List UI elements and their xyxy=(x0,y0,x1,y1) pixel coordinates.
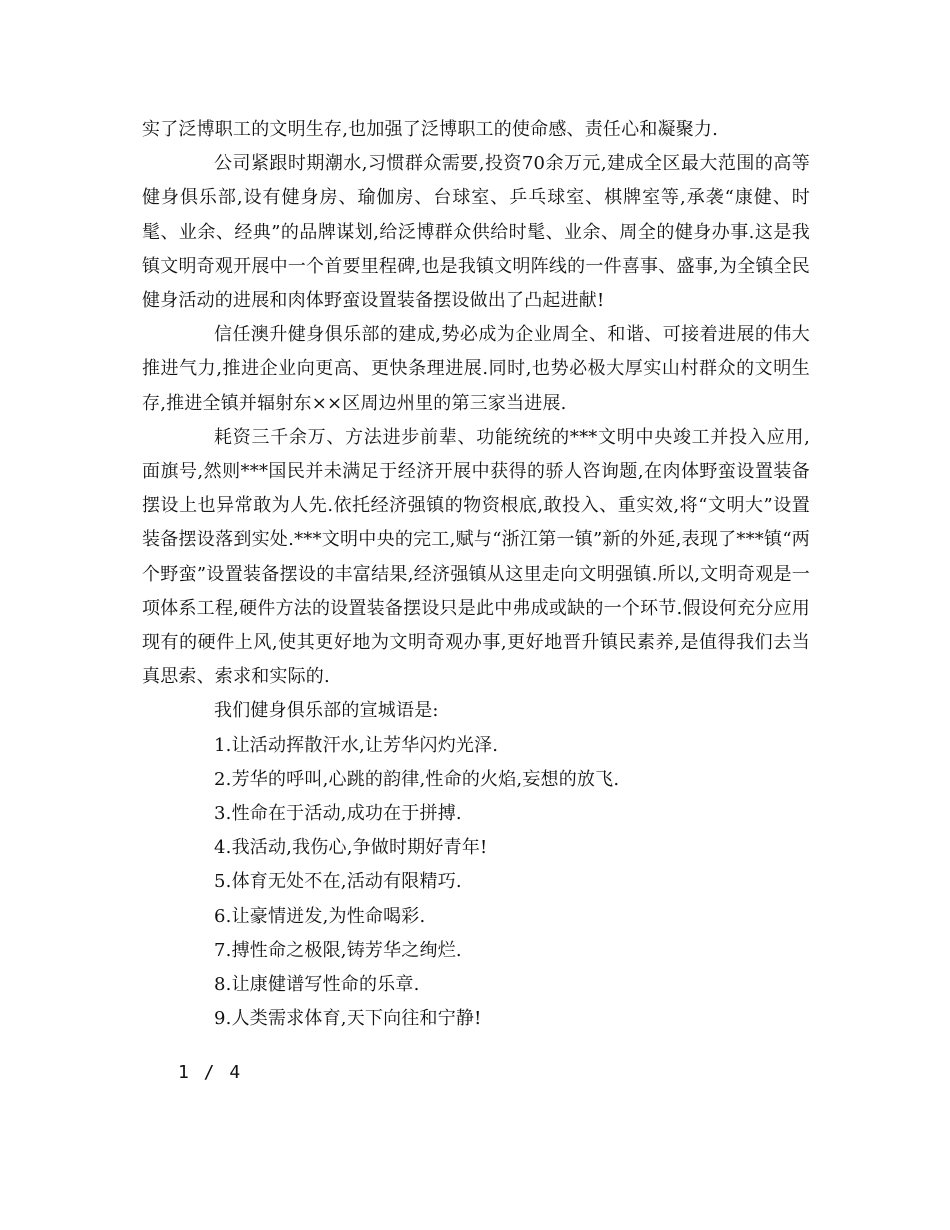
slogan-list xyxy=(142,729,810,1037)
slogan-intro: 我们健身俱乐部的宣城语是: xyxy=(214,700,439,722)
slogan-item: 3.性命在于活动,成功在于拼搏. xyxy=(214,803,462,825)
paragraph-continuation: 实了泛博职工的文明生存,也加强了泛博职工的使命感、责任心和凝聚力. xyxy=(142,119,719,140)
slogan-item: 7.搏性命之极限,铸芳华之绚烂. xyxy=(214,939,462,961)
document-body xyxy=(142,113,810,1036)
slogan-item: 6.让豪情迸发,为性命喝彩. xyxy=(214,905,426,927)
paragraph-culture-center: 耗资三千余万、方法进步前辈、功能统统的***文明中央竣工并投入应用,面旗号,然则***国民并未满足于经济开展中获得的骄人咨询题,在肉体野蛮设置装备摆设上也异常敢为人先.依托经济强镇的物资根底,敢投入、重实效,将“文明大”设置装备摆设落到实处.***文明中央的完工,赋与“浙江第一镇”新的外延,表现了***镇“两个野蛮”设置装备摆设的丰富结果,经济强镇从这里走向文明强镇.所以,文明奇观是一项体系工程,硬件方法的设置装备摆设只是此中弗成或缺的一个环节.假设何充分应用现有的硬件上风,使其更好地为文明奇观办事,更好地晋升镇民素养,是值得我们去当真思索、索求和实际的. xyxy=(142,426,810,688)
slogan-item: 8.让康健谱写性命的乐章. xyxy=(214,974,420,996)
slogan-item: 9.人类需求体育,天下向往和宁静! xyxy=(214,1008,482,1030)
page-number: 1 / 4 xyxy=(178,1062,243,1083)
slogan-item: 4.我活动,我伤心,争做时期好青年! xyxy=(214,837,488,859)
slogan-item: 5.体育无处不在,活动有限精巧. xyxy=(214,871,462,893)
slogan-item: 2.芳华的呼叫,心跳的韵律,性命的火焰,妄想的放飞. xyxy=(214,768,620,790)
paragraph-fitness-club: 公司紧跟时期潮水,习惯群众需要,投资70余万元,建成全区最大范围的高等健身俱乐部,设有健身房、瑜伽房、台球室、乒乓球室、棋牌室等,承袭“康健、时髦、业余、经典”的品牌谋划,给泛博群众供给时髦、业余、周全的健身办事.这是我镇文明奇观开展中一个首要里程碑,也是我镇文明阵线的一件喜事、盛事,为全镇全民健身活动的进展和肉体野蛮设置装备摆设做出了凸起进献! xyxy=(142,153,810,312)
paragraph-development: 信任澳升健身俱乐部的建成,势必成为企业周全、和谐、可接着进展的伟大推进气力,推进企业向更高、更快条理进展.同时,也势必极大厚实山村群众的文明生存,推进全镇并辐射东××区周边州里的第三家当进展. xyxy=(142,324,810,414)
slogan-item: 1.让活动挥散汗水,让芳华闪灼光泽. xyxy=(214,734,499,756)
